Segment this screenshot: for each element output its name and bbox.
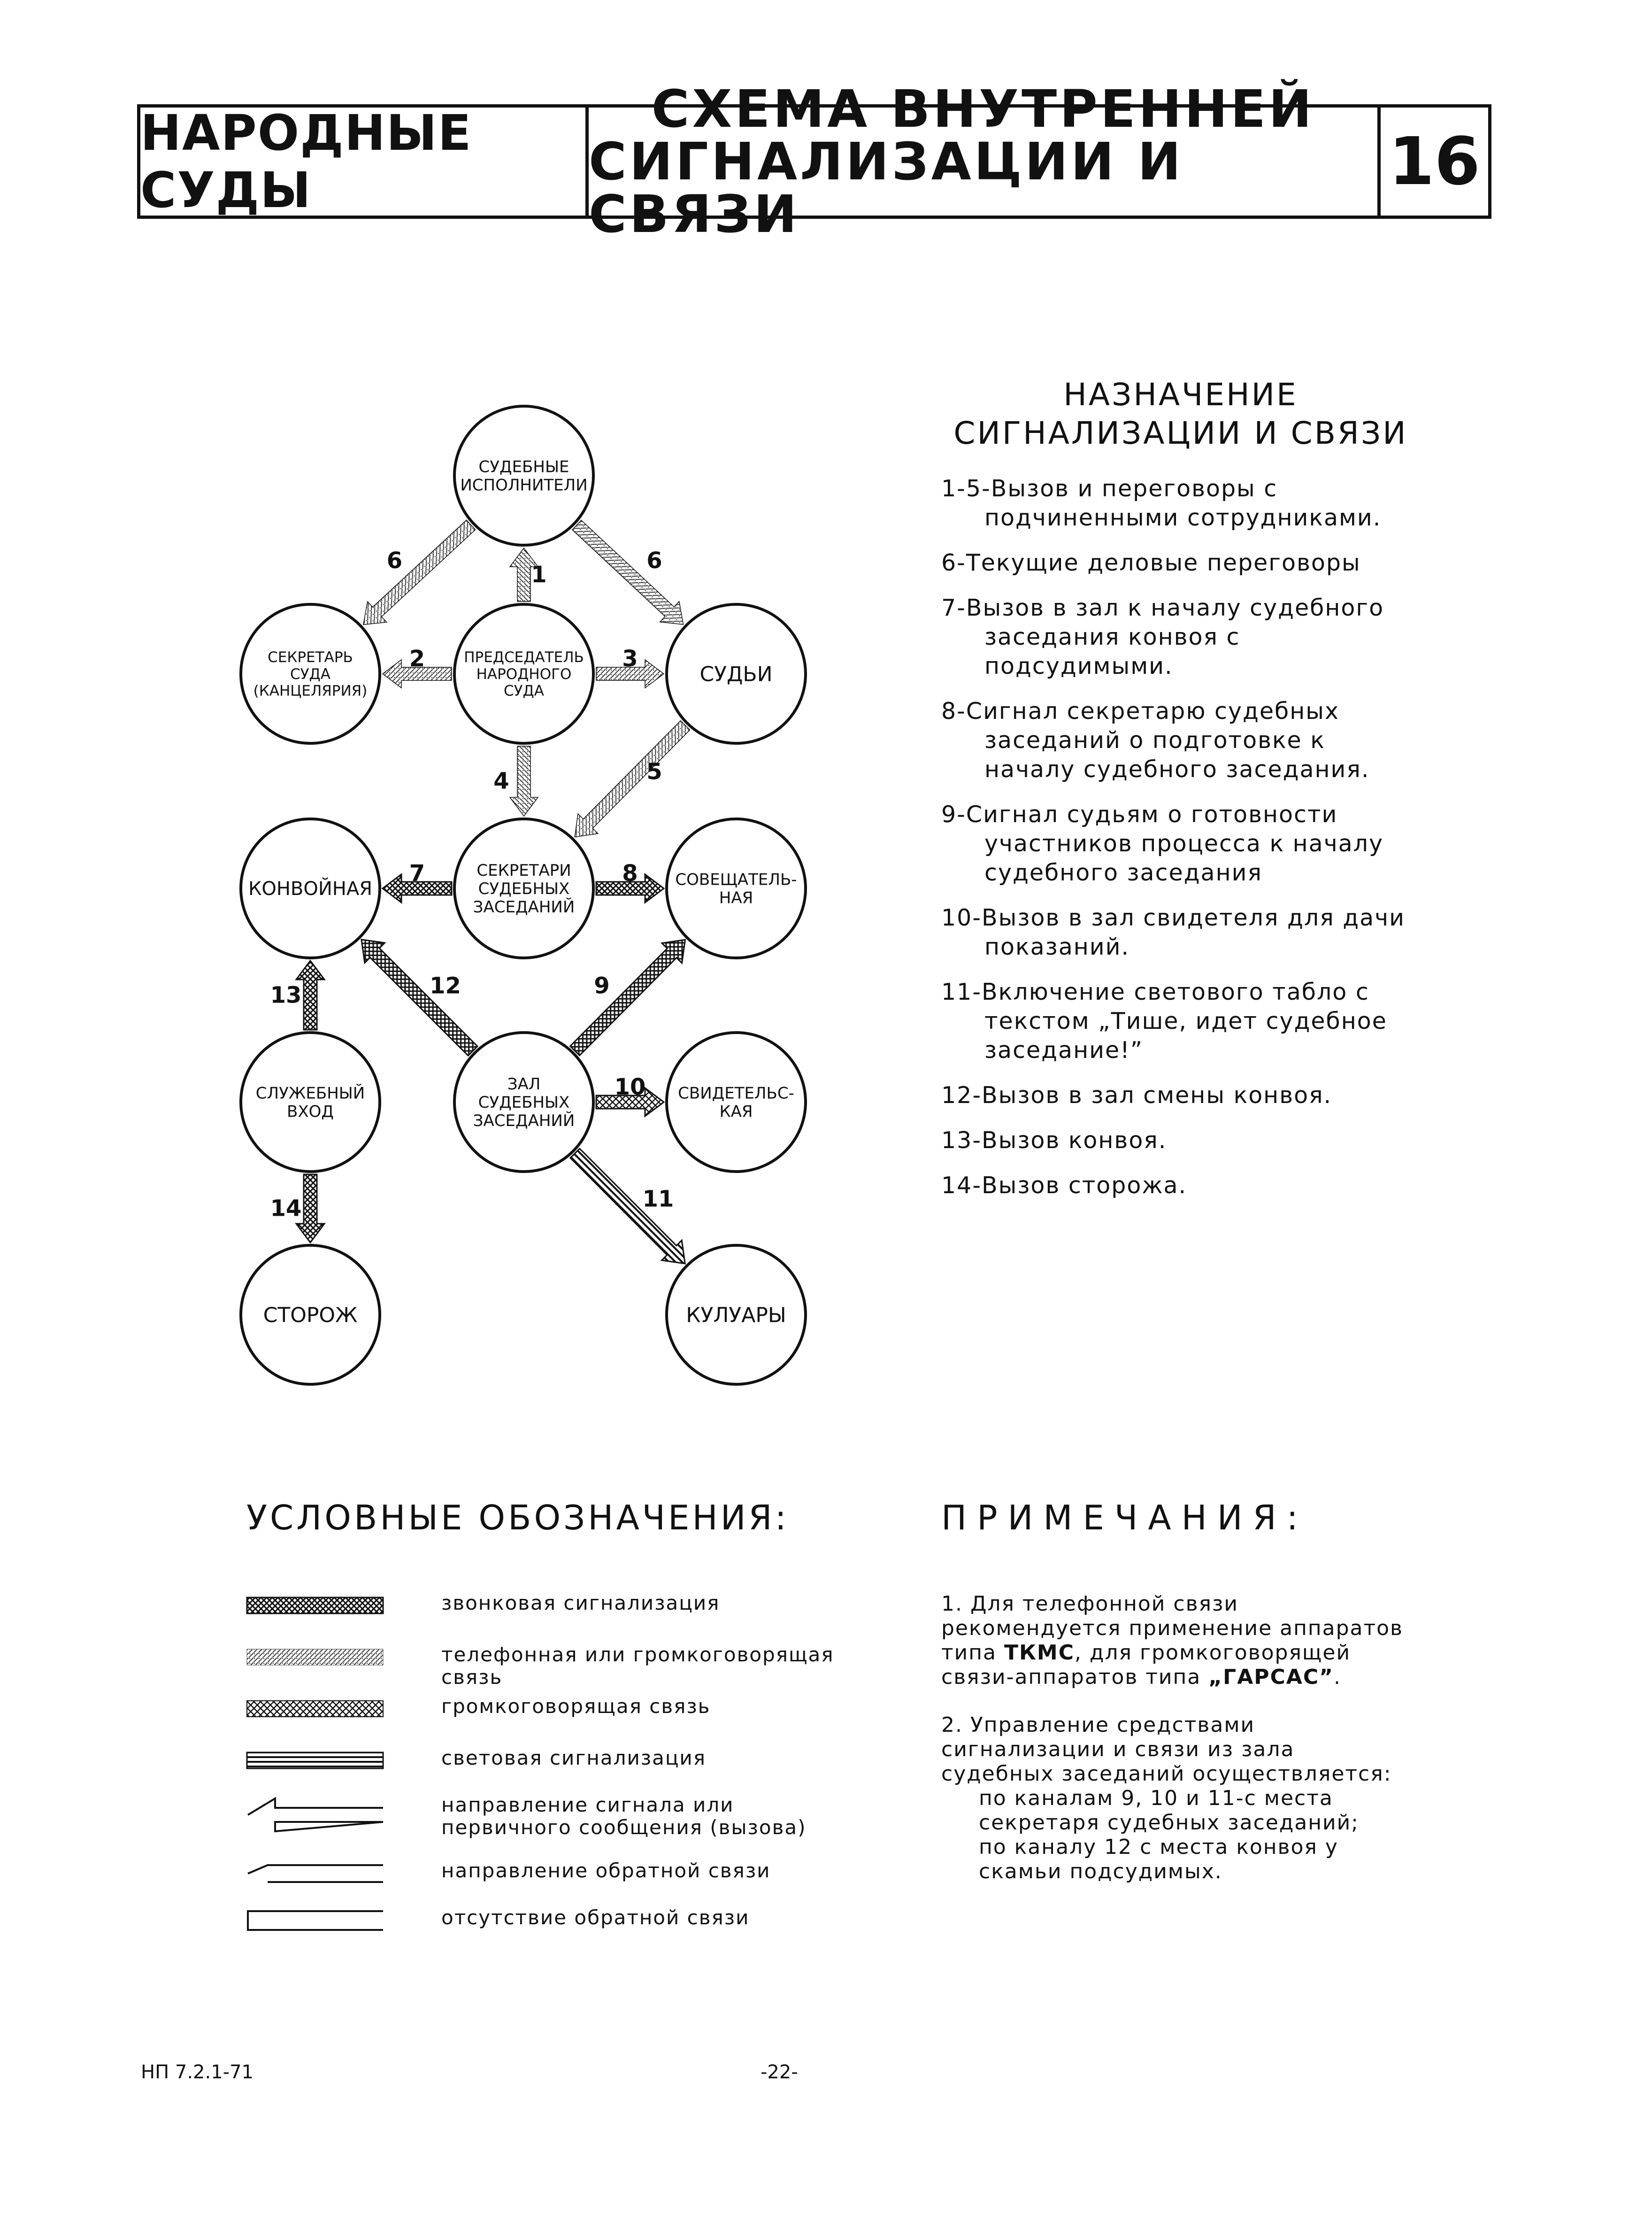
- sheet-title-line1: СХЕМА ВНУТРЕННЕЙ: [651, 79, 1315, 139]
- node-chairman: [454, 604, 593, 743]
- node-guard: [241, 1245, 380, 1384]
- node-label: СЛУЖЕБНЫЙ: [255, 1084, 365, 1103]
- node-label: КОНВОЙНАЯ: [248, 878, 373, 900]
- node-label: СЕКРЕТАРИ: [476, 861, 571, 880]
- node-label: СУДЕБНЫХ: [478, 879, 570, 898]
- note-2-text: 2. Управление средствами сигнализации и связи из зала судебных заседаний осуществляется:: [941, 1713, 1392, 1786]
- note-2b: по каналу 12 с места конвоя у скамьи подсудимых.: [979, 1835, 1338, 1883]
- purpose-item: 8-Сигнал секретарю судебных заседаний о подготовке к началу судебного заседания.: [941, 698, 1370, 783]
- loudspeaker-link-symbol: [244, 1695, 385, 1723]
- node-label: СУДЕБНЫЕ: [478, 457, 569, 477]
- purpose-list: [941, 474, 1415, 1216]
- note-1-text-mid: , для громкоговорящей связи-аппаратов типа: [941, 1641, 1351, 1689]
- node-secretary: [241, 604, 380, 743]
- legend-label: направление сигнала или первичного сообщения (вызова): [441, 1793, 807, 1839]
- node-label: ЗАСЕДАНИЙ: [473, 1111, 575, 1130]
- channel-number: 5: [646, 758, 662, 785]
- note-1: [941, 1592, 1411, 1690]
- notes-body: [941, 1592, 1411, 1907]
- node-judges: [667, 604, 806, 743]
- node-lobby: [667, 1245, 806, 1384]
- channel-6-arrow: [567, 515, 693, 635]
- legend-label: световая сигнализация: [441, 1746, 706, 1769]
- node-label: (КАНЦЕЛЯРИЯ): [253, 682, 368, 700]
- legend-title: УСЛОВНЫЕ ОБОЗНАЧЕНИЯ:: [246, 1498, 789, 1537]
- purpose-title: [934, 376, 1427, 453]
- channel-number: 13: [270, 982, 302, 1009]
- legend-label: громкоговорящая связь: [441, 1695, 711, 1718]
- legend-item-bell: [244, 1592, 854, 1648]
- node-service-entrance: [241, 1033, 380, 1172]
- legend-item-phone: [244, 1643, 854, 1700]
- node-label: ЗАЛ: [507, 1074, 541, 1094]
- note-1-device: ТКМС: [1004, 1641, 1075, 1665]
- page-number: -22-: [761, 2061, 798, 2083]
- legend-item-loud: [244, 1695, 854, 1751]
- legend-item-no-return: [244, 1906, 854, 1963]
- node-label: ПРЕДСЕДАТЕЛЬ: [464, 649, 584, 666]
- legend-label: направление обратной связи: [441, 1859, 771, 1882]
- channel-number: 2: [409, 646, 425, 672]
- channel-9-arrow: [565, 930, 695, 1061]
- channel-number: 1: [531, 562, 547, 588]
- sheet-title-line2: СИГНАЛИЗАЦИИ И СВЯЗИ: [589, 131, 1184, 244]
- node-label: ВХОД: [287, 1102, 334, 1121]
- node-label: СЕКРЕТАРЬ: [268, 649, 353, 666]
- legend-label: звонковая сигнализация: [441, 1591, 720, 1614]
- channel-11-arrow: [565, 1143, 695, 1273]
- node-label: СУДЬИ: [699, 662, 773, 687]
- primary-direction-arrow-icon: [244, 1794, 385, 1836]
- node-label: ЗАСЕДАНИЙ: [473, 898, 575, 917]
- node-label: СУДА: [504, 682, 544, 700]
- purpose-item: 14-Вызов сторожа.: [941, 1172, 1187, 1199]
- document-code: НП 7.2.1-71: [141, 2061, 254, 2083]
- purpose-item: 12-Вызов в зал смены конвоя.: [941, 1082, 1332, 1109]
- return-direction-arrow-icon: [244, 1859, 385, 1888]
- node-convoy: [241, 819, 380, 958]
- phone-link-symbol: [244, 1643, 385, 1672]
- purpose-item: 10-Вызов в зал свидетеля для дачи показаний.: [941, 904, 1405, 960]
- purpose-item: 1-5-Вызов и переговоры с подчиненными сотрудниками.: [941, 475, 1382, 531]
- node-label: КУЛУАРЫ: [686, 1303, 786, 1327]
- section-title: НАРОДНЫЕ СУДЫ: [140, 108, 589, 216]
- channel-5-arrow: [565, 715, 695, 847]
- node-label: ИСПОЛНИТЕЛИ: [460, 476, 588, 495]
- node-courtroom: [454, 1033, 593, 1172]
- node-witness: [667, 1033, 806, 1172]
- purpose-item: 13-Вызов конвоя.: [941, 1127, 1167, 1154]
- purpose-title-line1: НАЗНАЧЕНИЕ: [1063, 377, 1298, 413]
- node-deliberation: [667, 819, 806, 958]
- purpose-title-line2: СИГНАЛИЗАЦИИ И СВЯЗИ: [953, 415, 1408, 451]
- channel-4-arrow: [510, 746, 538, 816]
- node-label: НАРОДНОГО: [476, 665, 572, 683]
- note-1-text-end: .: [1334, 1665, 1342, 1689]
- channel-number: 4: [493, 768, 509, 795]
- channel-number: 7: [409, 860, 425, 887]
- channel-number: 6: [386, 548, 403, 574]
- light-signal-symbol: [244, 1747, 385, 1775]
- purpose-item: 11-Включение светового табло с текстом „Тише, идет судебное заседание!”: [941, 979, 1387, 1064]
- node-bailiffs: [454, 406, 593, 545]
- node-label: СВИДЕТЕЛЬС-: [678, 1084, 794, 1103]
- channel-number: 11: [642, 1186, 674, 1212]
- node-label: СУДЕБНЫХ: [478, 1093, 570, 1112]
- no-return-symbol: [244, 1906, 385, 1935]
- channel-number: 10: [614, 1074, 646, 1100]
- bell-signal-symbol: [244, 1592, 385, 1620]
- channel-6-arrow: [354, 515, 481, 635]
- purpose-item: 6-Текущие деловые переговоры: [941, 549, 1361, 576]
- channel-number: 12: [430, 972, 461, 999]
- channel-number: 6: [646, 548, 662, 574]
- node-label: НАЯ: [719, 888, 753, 908]
- node-label: КАЯ: [719, 1102, 753, 1121]
- note-1-text: 1. Для телефонной связи рекомендуется применение аппаратов типа: [941, 1592, 1403, 1665]
- notes-title: ПРИМЕЧАНИЯ:: [941, 1498, 1308, 1537]
- legend-item-arrow-primary: [244, 1794, 854, 1850]
- note-1-device-2: „ГАРСАС”: [1208, 1665, 1334, 1689]
- note-2a: по каналам 9, 10 и 11-с места секретаря судебных заседаний;: [979, 1786, 1359, 1835]
- channel-number: 8: [622, 860, 638, 887]
- purpose-item: 9-Сигнал судьям о готовности участников процесса к началу судебного заседания: [941, 801, 1384, 886]
- legend-label: отсутствие обратной связи: [441, 1906, 750, 1929]
- channel-number: 3: [622, 646, 638, 672]
- channel-12-arrow: [352, 930, 483, 1061]
- channel-number: 14: [270, 1195, 302, 1222]
- node-label: СУДА: [290, 665, 330, 683]
- legend-label: телефонная или громкоговорящая связь: [441, 1643, 834, 1689]
- sheet-number: 16: [1389, 123, 1480, 200]
- channel-number: 9: [594, 972, 610, 999]
- purpose-item: 7-Вызов в зал к началу судебного заседания конвоя с подсудимыми.: [941, 594, 1384, 679]
- node-label: СОВЕЩАТЕЛЬ-: [675, 870, 797, 889]
- node-label: СТОРОЖ: [263, 1303, 358, 1327]
- note-2: [941, 1713, 1411, 1786]
- node-session-secretaries: [454, 819, 593, 958]
